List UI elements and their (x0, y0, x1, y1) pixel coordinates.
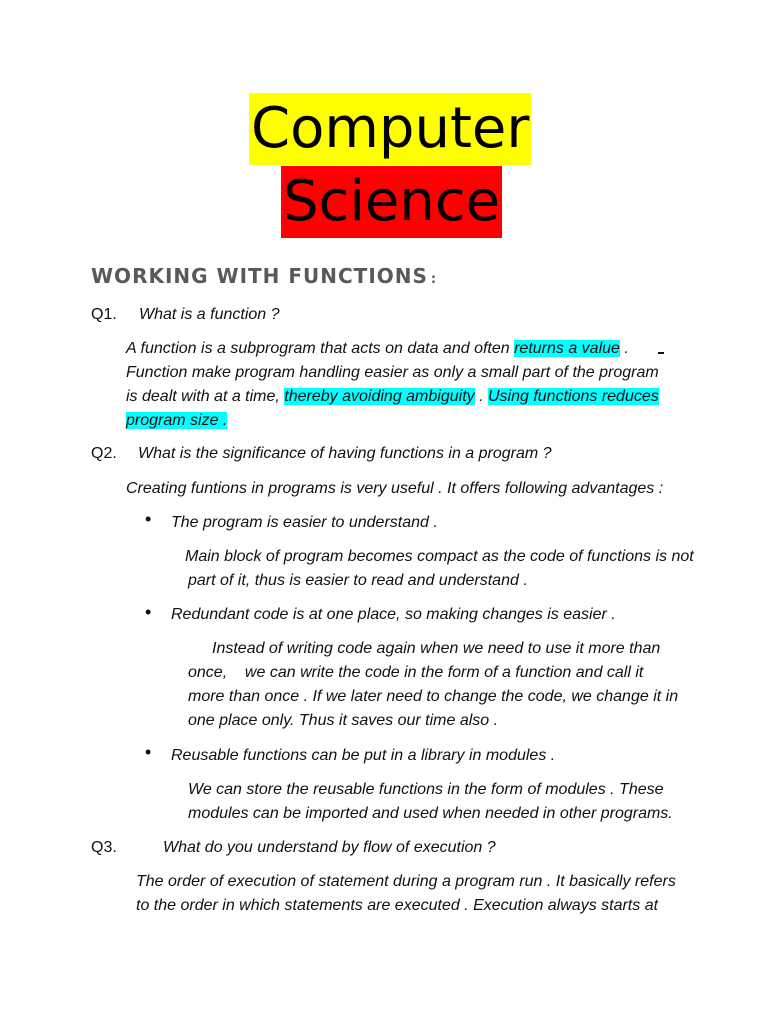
q1-a3-pre: is dealt with at a time, (126, 388, 285, 405)
q1-question: What is a function ? (139, 306, 280, 323)
q2-bullet-1-line-2: part of it, thus is easier to read and understand . (188, 572, 528, 589)
q2-bullet-1-title: The program is easier to understand . (171, 514, 438, 531)
q2-intro: Creating funtions in programs is very useful . It offers following advantages : (126, 480, 664, 497)
q2-bullet-3-line-1: We can store the reusable functions in the form of modules . These (188, 781, 664, 798)
q2-bullet-2-line-2: once, we can write the code in the form of a function and call it (188, 664, 644, 681)
q1-a1-post: . (619, 340, 629, 357)
q1-answer-line-4 (126, 409, 227, 433)
q2-bullet-2-line-1: Instead of writing code again when we need to use it more than (212, 640, 661, 657)
q1-a3-mid: . (474, 388, 488, 405)
q1-answer-line-1 (126, 337, 629, 361)
section-heading-text: WORKING WITH FUNCTIONS (91, 264, 428, 288)
bullet-icon: • (145, 742, 152, 762)
q3-answer-line-2: to the order in which statements are executed . Execution always starts at (136, 897, 659, 914)
title-line-science: Science (281, 166, 502, 238)
q2-bullet-2-line-3: more than once . If we later need to change the code, we change it in (188, 688, 679, 705)
q1-answer-line-3 (126, 385, 659, 409)
q3-number: Q3. (91, 839, 117, 856)
q1-highlight-program-size: program size . (126, 412, 228, 429)
q2-number: Q2. (91, 445, 117, 462)
q1-highlight-avoiding-ambiguity: thereby avoiding ambiguity (284, 388, 475, 405)
q3-question: What do you understand by flow of execution ? (163, 839, 496, 856)
bullet-icon: • (145, 602, 152, 622)
q1-a1-pre: A function is a subprogram that acts on data and often (126, 340, 515, 357)
q2-bullet-2-title: Redundant code is at one place, so making changes is easier . (171, 606, 616, 623)
section-heading-colon: : (430, 272, 438, 287)
stray-dash-mark (658, 352, 664, 354)
bullet-icon: • (145, 509, 152, 529)
title-line-computer: Computer (249, 93, 531, 165)
q2-bullet-2-line-4: one place only. Thus it saves our time also . (188, 712, 499, 729)
q2-question: What is the significance of having functions in a program ? (138, 445, 552, 462)
q2-bullet-3-line-2: modules can be imported and used when needed in other programs. (188, 805, 673, 822)
q1-highlight-returns-value: returns a value (514, 340, 620, 357)
q2-bullet-3-title: Reusable functions can be put in a library in modules . (171, 747, 556, 764)
q2-bullet-1-line-1: Main block of program becomes compact as the code of functions is not (185, 548, 694, 565)
q1-highlight-reduces: Using functions reduces (487, 388, 659, 405)
q3-answer-line-1: The order of execution of statement during a program run . It basically refers (136, 873, 676, 890)
q1-answer-line-2: Function make program handling easier as only a small part of the program (126, 364, 659, 381)
section-heading (91, 264, 437, 288)
q1-number: Q1. (91, 306, 117, 323)
